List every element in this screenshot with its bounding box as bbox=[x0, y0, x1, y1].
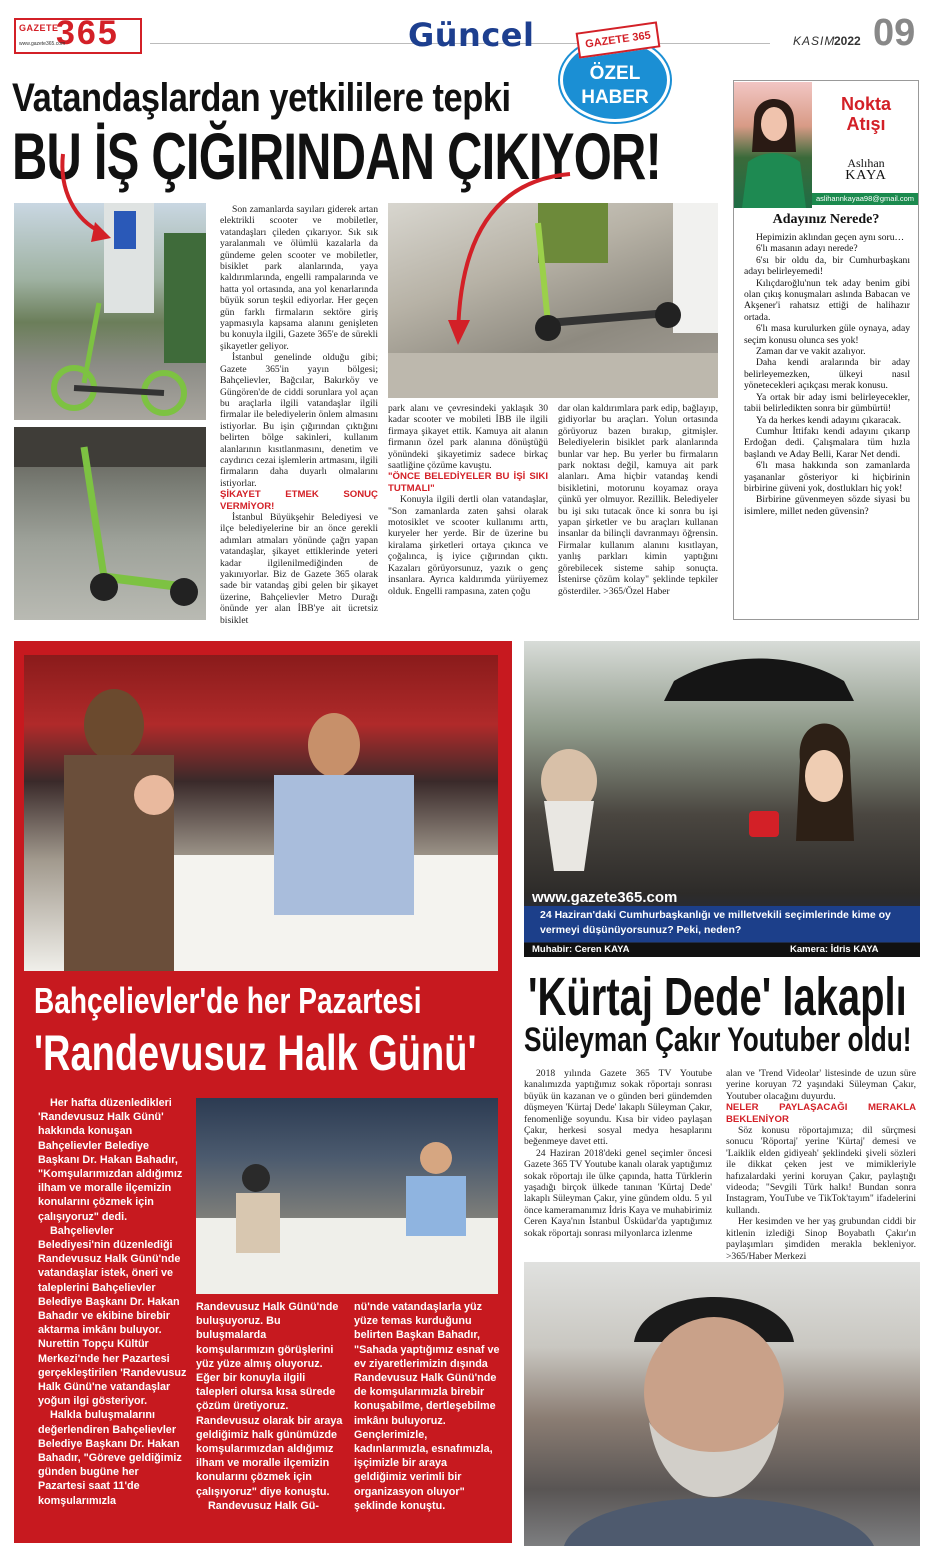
paragraph: 6'sı bir oldu da, bir Cumhurbaşkanı adayı belirleyemedi! bbox=[744, 254, 910, 278]
paragraph: 24 Haziran 2018'deki genel seçimler öncesi Gazete 365 TV Youtube kanalı olarak yaptığımız sokak röportajı ile ülke çapında, hatta Türklerin yaşadığı birçok ülkede tanınan 'Kürtaj Dede' lakaplı Süleyman Çakır, yine gündem oldu. 5 yıl önce kameramanımız İdris Kaya ve muhabirimiz Ceren Kaya'nın İstanbul Üsküdar'da yaptığımız sokak röportajı sonrası milyonlarca izlenme bbox=[524, 1147, 713, 1239]
subheading: NELER PAYLAŞACAĞI MERAKLA BEKLENİYOR bbox=[726, 1102, 916, 1125]
right-column-2 bbox=[726, 1068, 916, 1262]
red-column-2 bbox=[196, 1300, 344, 1513]
paragraph: 6'lı masa hakkında son zamanlarda yaşananlar gösteriyor ki hiçbirinin birbirine güveni yok, dostlukları hiç yok! bbox=[744, 460, 910, 494]
paragraph: Konuyla ilgili dertli olan vatandaşlar, "Son zamanlarda zaten şahsi olarak motosiklet ve scooter kullanımı arttı, kuryeler her yerde. Bir de üzerine bu kiralama şirketleri ortaya çıkınca ve çoğalınca, iş iyice çığırından çıktı. Kazaları görüyorsunuz, yazık o genç insanlara. Ayrıca kaldırımda yürüyemez olduk. Engelli rampasına, zaten çoğu bbox=[388, 494, 548, 597]
paragraph: dar olan kaldırımlara park edip, bağlayıp, gidiyorlar bu araçları. Yolun ortasında görüyoruz bazen bırakıp, gitmişler. Belediyelerin bisiklet park alanlarında bunlar var hep. Bu yerler bu firmaların park noktası değil, kamuya ait park alanları. Ama hiçbir vatandaş kendi bisikletini, motorunu koyamaz oraya çünkü yer olmuyor. Rezillik. Belediyeler bu işi sıkı tutacak önce ki sonra bu işi yapan şirketler ve bu araçları kullanan insanlar da bilinçli davranmayı öğrensin. Firmalar kullanım alanını kısıtlayan, yanlış parkları kimin yaptığını görebilecek sisteme sahip sonuçta. İstenirse çözüm kolay" şeklinde tepkiler gösterdiler. >365/Özel Haber bbox=[558, 403, 718, 597]
logo-url: www.gazete365.com bbox=[19, 41, 66, 47]
opinion-text bbox=[744, 232, 910, 517]
paragraph: Ya ortak bir aday ismi belirleyecekler, tabii belirledikten sonra bir gümbürtü! bbox=[744, 391, 910, 415]
paragraph: 6'lı masanın adayı nerede? bbox=[756, 243, 858, 255]
logo-number: 365 bbox=[56, 14, 119, 52]
paragraph: Daha kendi aralarında bir aday belirleyemezken, ülkeyi nasıl yönetecekleri açıkçası merak konusu. bbox=[744, 357, 910, 392]
paragraph: Zaman dar ve vakit azalıyor. bbox=[756, 346, 866, 358]
paragraph: Son zamanlarda sayıları giderek artan elektrikli scooter ve mobiletler, vatandaşları çileden çıkarıyor. Sık sık yaralanmalı ve ölümlü kazalarla da gündeme gelen scooter ve mobiletler, bisiklet park alanlarında, yaya kaldırımlarında, engelli rampalarında ve hatta yol ortasında, ana yol kenarlarında büyük sorun teşkil ediyorlar. Her geçen gün farklı firmaların sektöre giriş yapmasıyla kapsama alanını genişleten bu konuyla ilgili, Gazete 365'e de sürekli şikayetler geliyor. bbox=[220, 204, 378, 352]
lead-kicker: Vatandaşlardan yetkililere tepki bbox=[12, 76, 511, 120]
paragraph: Söz konusu röportajımıza; dil sürçmesi sonucu 'Röportaj' yerine 'Kürtaj' demesi ve 'Laiklik elden gidiyeah' şeklindeki şiveli sözleri ile dikkat çeken jest ve mimikleriyle hafızalardaki yerini koruyan Çakır, paylaştığı videoda; "Sevgili Türk halkı! Bundan sonra Instagram, YouTube ve TikTok'tayım" ifadelerini kullandı. bbox=[726, 1125, 916, 1216]
paragraph: nü'nde vatandaşlarla yüz yüze temas kurduğunu belirten Başkan Bahadır, "Sahada yaptığımız esnaf ve ev ziyaretlerimizin dışında Randevusuz Halk Günü'nde de komşularımızla birebir konuşabilme, dertleşebilme imkânı buluyoruz. Gençlerimizle, kadınlarımızla, esnafımızla, işçimizle bir araya geldiğimiz verimli bir organizasyon oluyor" şeklinde konuştu. bbox=[354, 1301, 500, 1512]
scooter-illustration bbox=[14, 427, 206, 620]
scooter-photo-2 bbox=[14, 427, 206, 620]
red-arrow-left bbox=[55, 150, 115, 250]
video-reporter-credit: Muhabir: Ceren KAYA bbox=[532, 944, 630, 955]
column-title bbox=[814, 94, 918, 134]
paragraph: İstanbul genelinde olduğu gibi; Gazete 365'in yayın bölgesi; Bahçelievler, Bağcılar, Bakırköy ve Güngören'de de ciddi sorunlara yol açan bu araçlarla ilgili vatandaşlar ilgili firmalar ile belediyelerin önlem almasını istiyorlar. Bu işin çığırından çıktığını belirten bölge sakinleri, kullanım alanlarının kısıtlanmasını, denetim ve caydırıcı cezai işlemlerin artmasını, ilgili firmaların daha duyarlı olmalarını istiyorlar. bbox=[220, 352, 378, 489]
subheading: "ÖNCE BELEDİYELER BU İŞİ SIKI TUTMALI" bbox=[388, 471, 548, 494]
lead-column-1 bbox=[220, 204, 378, 626]
paragraph: park alanı ve çevresindeki yaklaşık 30 kadar scooter ve mobileti İBB ile ilgili firmaya şikayet ettik. Kamuya ait alanın firmanın özel park alanına dönüştüğü yönündeki şikayetimiz sadece birkaç saatliğine çözüme kavuştu. bbox=[388, 403, 548, 472]
badge-line2: HABER bbox=[581, 87, 649, 108]
logo-gazete-text: GAZETE bbox=[19, 23, 59, 33]
exclusive-news-badge bbox=[560, 29, 670, 122]
meeting-illustration bbox=[24, 655, 498, 971]
paragraph: Cumhur İttifakı kendi adayını çıkarıp Erdoğan dedi. Çalışmalara tüm hızla başlandı ve Aday Belli, Karar Net dendi. bbox=[744, 425, 910, 460]
paragraph: Her kesimden ve her yaş grubundan ciddi bir kitlenin izlediği Sinop Boyabatlı Çakır'ın paylaşımları şimdiden merakla bekleniyor. >365/Haber Merkezi bbox=[726, 1216, 916, 1262]
column-title-line1: Nokta bbox=[840, 94, 891, 114]
meeting-illustration bbox=[196, 1098, 498, 1294]
right-headline-2: Süleyman Çakır Youtuber oldu! bbox=[524, 1021, 912, 1059]
section-title: Güncel bbox=[408, 16, 535, 54]
paragraph: Ya da herkes kendi adayını çıkaracak. bbox=[756, 414, 902, 426]
opinion-heading: Adayınız Nerede? bbox=[772, 212, 880, 227]
author-photo bbox=[734, 82, 812, 208]
lead-column-2 bbox=[388, 403, 548, 597]
lead-column-3 bbox=[558, 403, 718, 597]
paragraph: Hepimizin aklından geçen aynı soru… bbox=[756, 232, 905, 243]
halk-gunu-photo-2 bbox=[196, 1098, 498, 1294]
video-camera-credit: Kamera: İdris KAYA bbox=[790, 944, 879, 955]
video-question: 24 Haziran'daki Cumhurbaşkanlığı ve milletvekili seçimlerinde kime oy vermeyi düşünüyorsunuz? Peki, neden? bbox=[540, 909, 891, 936]
paragraph: Randevusuz Halk Günü'nde buluşuyoruz. Bu buluşmalarda komşularımızın görüşlerini yüz yüze almış oluyoruz. Eğer bir konuyla ilgili talepleri olursa kısa sürede çözüm üretiyoruz. Randevusuz olarak bir araya geldiğimiz halk günümüzde komşularımızdan aldığımız ilham ve moralle ilçemizin konularını çözmek için çalışıyoruz" diye konuştu. bbox=[196, 1301, 343, 1498]
right-column-1 bbox=[524, 1068, 712, 1239]
portrait-illustration bbox=[524, 1262, 920, 1546]
red-column-1 bbox=[38, 1096, 188, 1508]
subheading: ŞİKAYET ETMEK SONUÇ VERMİYOR! bbox=[220, 489, 378, 512]
paragraph: Birbirine güvenmeyen sözde siyasi bu isimlere, millet neden güvensin? bbox=[744, 494, 910, 517]
issue-month: KASIM bbox=[793, 34, 836, 48]
issue-year: 2022 bbox=[834, 34, 861, 48]
badge-line1: ÖZEL bbox=[589, 63, 641, 84]
paragraph: Randevusuz Halk Gü- bbox=[208, 1499, 319, 1512]
column-title-line2: Atışı bbox=[846, 114, 886, 134]
paragraph: Kılıçdaroğlu'nun tek aday benim gibi olan çıkış konuşmaları aslında Babacan ve Akşener'i rahatsız ettiği de halihazır ortada. bbox=[744, 277, 910, 323]
suleyman-cakir-photo bbox=[524, 1262, 920, 1546]
red-headline-1: Bahçelievler'de her Pazartesi bbox=[34, 980, 422, 1021]
author-email[interactable]: aslihannkayaa98@gmail.com bbox=[812, 193, 918, 205]
paragraph: 6'lı masa kurulurken güle oynaya, aday seçim konusu olunca ses yok! bbox=[744, 323, 910, 346]
lead-headline: BU İŞ ÇIĞIRINDAN ÇIKIYOR! bbox=[12, 119, 662, 193]
paragraph: İstanbul Büyükşehir Belediyesi ve ilçe belediyelerine bir an önce gerekli adımları atmaları yönünde çağrı yapan vatandaşlar, şikayet ettiklerinde yeteri kadar ilgilenilmediğinden de yakınıyorlar. Biz de Gazete 365 olarak sade bir vatandaş gibi gelen bir şikayet üzerine, Bahçelievler Metro Durağı önünde yer alan İBB'ye ait ücretsiz bisiklet bbox=[220, 511, 378, 626]
red-column-3 bbox=[354, 1300, 500, 1513]
halk-gunu-photo bbox=[24, 655, 498, 971]
paragraph: alan ve 'Trend Videolar' listesinde de uzun süre yerine koruyan 72 yaşındaki Süleyman Çakır, Youtuber olacağını duyurdu. bbox=[726, 1068, 916, 1102]
author-first-name: Aslıhan bbox=[847, 156, 885, 170]
author-last-name: KAYA bbox=[845, 168, 887, 183]
video-website: www.gazete365.com bbox=[532, 889, 678, 906]
newspaper-logo bbox=[14, 14, 142, 54]
paragraph: Her hafta düzenledikleri 'Randevusuz Halk Günü' hakkında konuşan Bahçelievler Belediye Başkanı Dr. Hakan Bahadır, "Komşularımızdan aldığımız ilham ve moralle ilçemizin konularını çözmek için çalışıyoruz" dedi. bbox=[38, 1097, 183, 1223]
red-headline-2: 'Randevusuz Halk Günü' bbox=[34, 1025, 477, 1081]
badge-logo: GAZETE 365 bbox=[576, 21, 661, 58]
paragraph: Bahçelievler Belediyesi'nin düzenlediği Randevusuz Halk Günü'nde vatandaşlar istek, öneri ve taleplerini Bahçelievler Belediye Başkanı Dr. Hakan Bahadır ve ekibine birebir aktarma imkânı buluyor. Nurettin Topçu Kültür Merkezi'nde her Pazartesi gerçekleştirilen 'Randevusuz Halk Günü'ne vatandaşlar yoğun ilgi gösteriyor. bbox=[38, 1224, 187, 1408]
red-arrow-right bbox=[440, 170, 580, 350]
page-number: 09 bbox=[873, 12, 916, 54]
right-headline-1: 'Kürtaj Dede' lakaplı bbox=[528, 967, 907, 1027]
paragraph: 2018 yılında Gazete 365 TV Youtube kanalımızda yaptığımız sokak röportajı sonrası büyük ün kazanan ve o günden beri gündemden düşmeyen 'Kürtaj Dede' lakaplı Süleyman Çakır, fenomenliğe soyundu. Kısa bir video paylaşan Çakır, herkesi sosyal medya hesaplarını beğenmeye davet etti. bbox=[524, 1068, 712, 1148]
paragraph: Halkla buluşmalarını değerlendiren Bahçelievler Belediye Başkanı Dr. Hakan Bahadır, "Göreve geldiğimiz günden bugüne her Pazartesi saat 11'de komşularımızla bbox=[38, 1409, 182, 1507]
author-illustration bbox=[734, 82, 812, 208]
